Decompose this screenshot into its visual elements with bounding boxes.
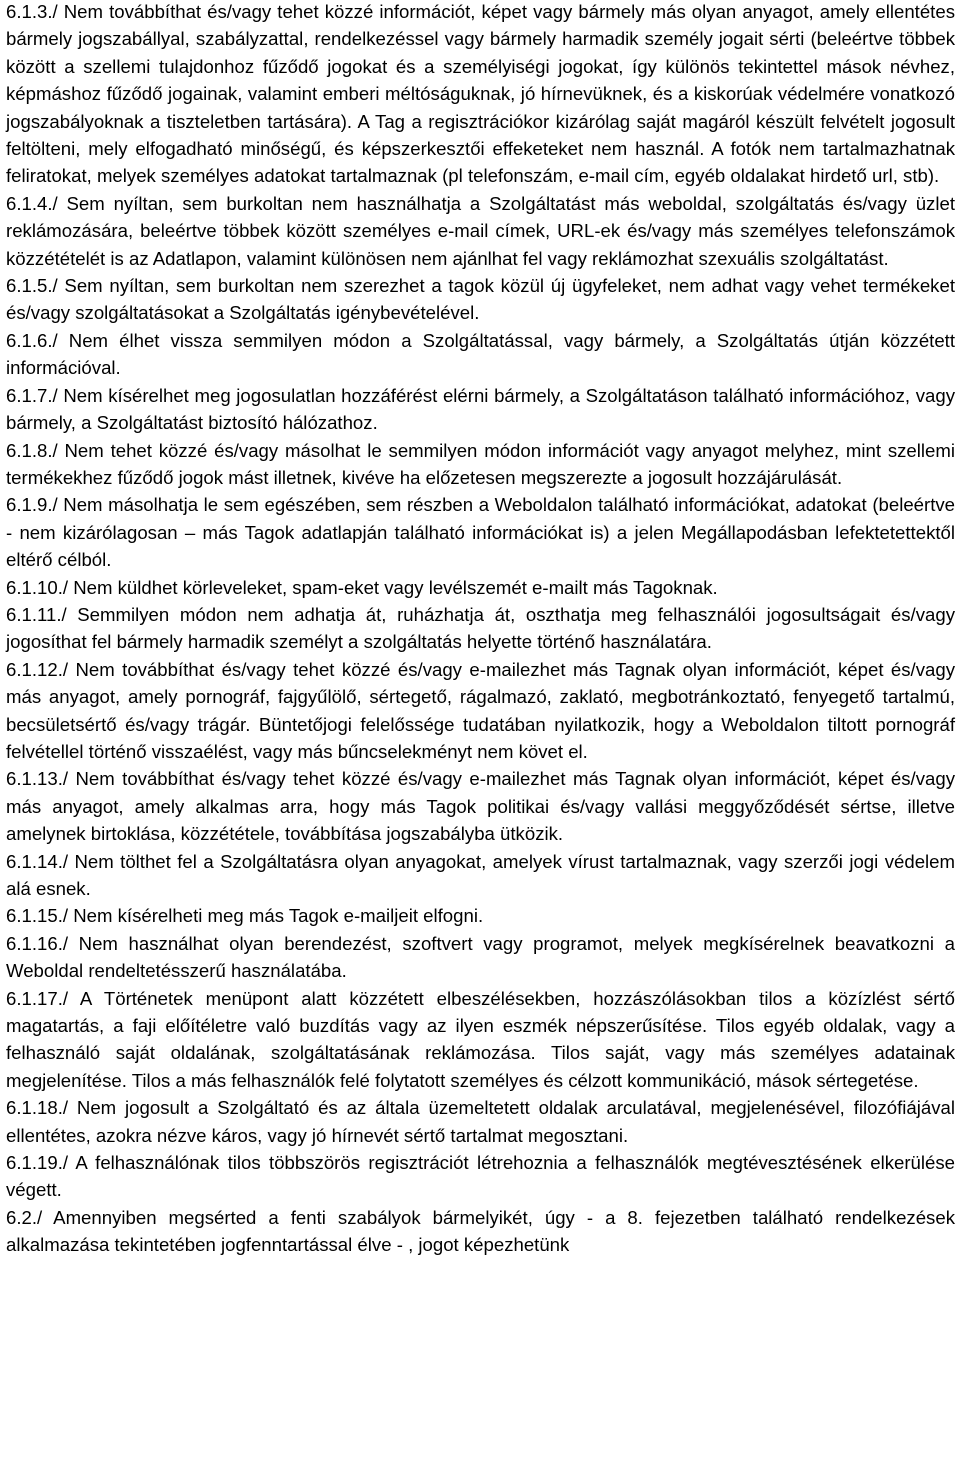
paragraph-6-1-12: 6.1.12./ Nem továbbíthat és/vagy tehet közzé és/vagy e-mailezhet más Tagnak olyan információt, képet és/vagy más anyagot, amely pornográf, fajgyűlölő, sértegető, rágalmazó, zaklató, megbotránkoztató, fenyegető tartalmú, becsületsértő és/vagy trágár. Büntetőjogi felelőssége tudatában nyilatkozik, hogy a Weboldalon tiltott pornográf felvétellel történő visszaélést, vagy más bűncselekményt nem követ el. xyxy=(6,658,955,762)
paragraph-6-1-17: 6.1.17./ A Történetek menüpont alatt közzétett elbeszélésekben, hozzászólásokban tilos a közízlést sértő magatartás, a faji előítéletre való buzdítás vagy az ilyen eszmék népszerűsítése. Tilos egyéb oldalak, vagy a felhasználó saját oldalának, szolgáltatásának reklámozása. Tilos saját, vagy más személyes adatainak megjelenítése. Tilos a más felhasználók felé folytatott személyes és célzott kommunikáció, mások sértegetése. xyxy=(6,987,955,1091)
paragraph-6-2: 6.2./ Amennyiben megsérted a fenti szabályok bármelyikét, úgy - a 8. fejezetben található rendelkezések alkalmazása tekintetében jogfenntartással élve - , jogot képezhetünk xyxy=(6,1206,955,1256)
paragraph-6-1-5: 6.1.5./ Sem nyíltan, sem burkoltan nem szerezhet a tagok közül új ügyfeleket, nem adhat vagy vehet termékeket és/vagy szolgáltatásokat a Szolgáltatás igénybevételével. xyxy=(6,275,955,324)
paragraph-6-1-4: 6.1.4./ Sem nyíltan, sem burkoltan nem használhatja a Szolgáltatást más weboldal, szolgáltatás és/vagy üzlet reklámozására, beleértve többek között személyes e-mail címek, URL-ek és/vagy más személyes telefonszámok közzétételét is az Adatlapon, valamint különösen nem ajánlhat fel vagy reklámozhat szexuális szolgáltatást. xyxy=(6,192,955,269)
paragraph-6-1-3: 6.1.3./ Nem továbbíthat és/vagy tehet közzé információt, képet vagy bármely más olyan anyagot, amely ellentétes bármely jogszabállyal, szabályzattal, rendelkezéssel vagy bármely harmadik személy jogait sérti (beleértve többek között a szellemi tulajdonhoz fűződő jogokat és a személyiségi jogokat, így különös tekintettel mások névhez, képmáshoz fűződő jogainak, valamint emberi méltóságuknak, jó hírnevüknek, és a kiskorúak védelmére vonatkozó jogszabályoknak a tiszteletben tartására). A Tag a regisztrációkor kizárólag saját magáról készült felvételt jogosult feltölteni, mely elfogadható minőségű, és képszerkesztői effeketeket nem használ. A fotók nem tartalmazhatnak feliratokat, melyek személyes adatokat tartalmaznak (pl telefonszám, e-mail cím, egyéb oldalakat hirdető url, stb). xyxy=(6,1,955,187)
paragraph-6-1-19: 6.1.19./ A felhasználónak tilos többszörös regisztrációt létrehoznia a felhasználók megtévesztésének elkerülése végett. xyxy=(6,1152,955,1201)
paragraph-6-1-10: 6.1.10./ Nem küldhet körleveleket, spam-eket vagy levélszemét e-mailt más Tagoknak. xyxy=(6,576,718,598)
paragraph-6-1-15: 6.1.15./ Nem kísérelheti meg más Tagok e-mailjeit elfogni. xyxy=(6,905,484,927)
paragraph-6-1-9: 6.1.9./ Nem másolhatja le sem egészében, sem részben a Weboldalon található információkat, adatokat (beleértve - nem kizárólagosan – más Tagok adatlapján található információkat is) a jelen Megállapodásban lefektetettektől eltérő célból. xyxy=(6,494,955,571)
paragraph-6-1-14: 6.1.14./ Nem tölthet fel a Szolgáltatásra olyan anyagokat, amelyek vírust tartalmaznak, vagy szerzői jogi védelem alá esnek. xyxy=(6,850,955,899)
paragraph-6-1-7: 6.1.7./ Nem kísérelhet meg jogosulatlan hozzáférést elérni bármely, a Szolgáltatáson található információhoz, vagy bármely, a Szolgáltatást biztosító hálózathoz. xyxy=(6,384,955,434)
paragraph-6-1-18: 6.1.18./ Nem jogosult a Szolgáltató és az általa üzemeltetett oldalak arculatával, megjelenésével, filozófiájával ellentétes, azokra nézve káros, vagy jó hírnevét sértő tartalmat megosztani. xyxy=(6,1097,955,1146)
paragraph-6-1-8: 6.1.8./ Nem tehet közzé és/vagy másolhat le semmilyen módon információt vagy anyagot melyhez, mint szellemi termékekhez fűződő jogok mást illetnek, kivéve ha előzetesen megszerezte a jogosult hozzájárulását. xyxy=(6,439,955,488)
paragraph-6-1-13: 6.1.13./ Nem továbbíthat és/vagy tehet közzé és/vagy e-mailezhet más Tagnak olyan információt, képet és/vagy más anyagot, amely alkalmas arra, hogy más Tagok politikai és/vagy vallási meggyőződését sértse, illetve amelynek birtoklása, közzététele, továbbítása jogszabályba ütközik. xyxy=(6,768,955,845)
paragraph-6-1-16: 6.1.16./ Nem használhat olyan berendezést, szoftvert vagy programot, melyek megkísérelnek beavatkozni a Weboldal rendeltetésszerű használatába. xyxy=(6,932,955,982)
paragraph-6-1-11: 6.1.11./ Semmilyen módon nem adhatja át, ruházhatja át, oszthatja meg felhasználói jogosultságait és/vagy jogosíthat fel bármely harmadik személyt a szolgáltatás helyette történő használatára. xyxy=(6,603,955,653)
paragraph-6-1-6: 6.1.6./ Nem élhet vissza semmilyen módon a Szolgáltatással, vagy bármely, a Szolgáltatás útján közzétett információval. xyxy=(6,329,955,379)
document-body xyxy=(6,0,955,1259)
